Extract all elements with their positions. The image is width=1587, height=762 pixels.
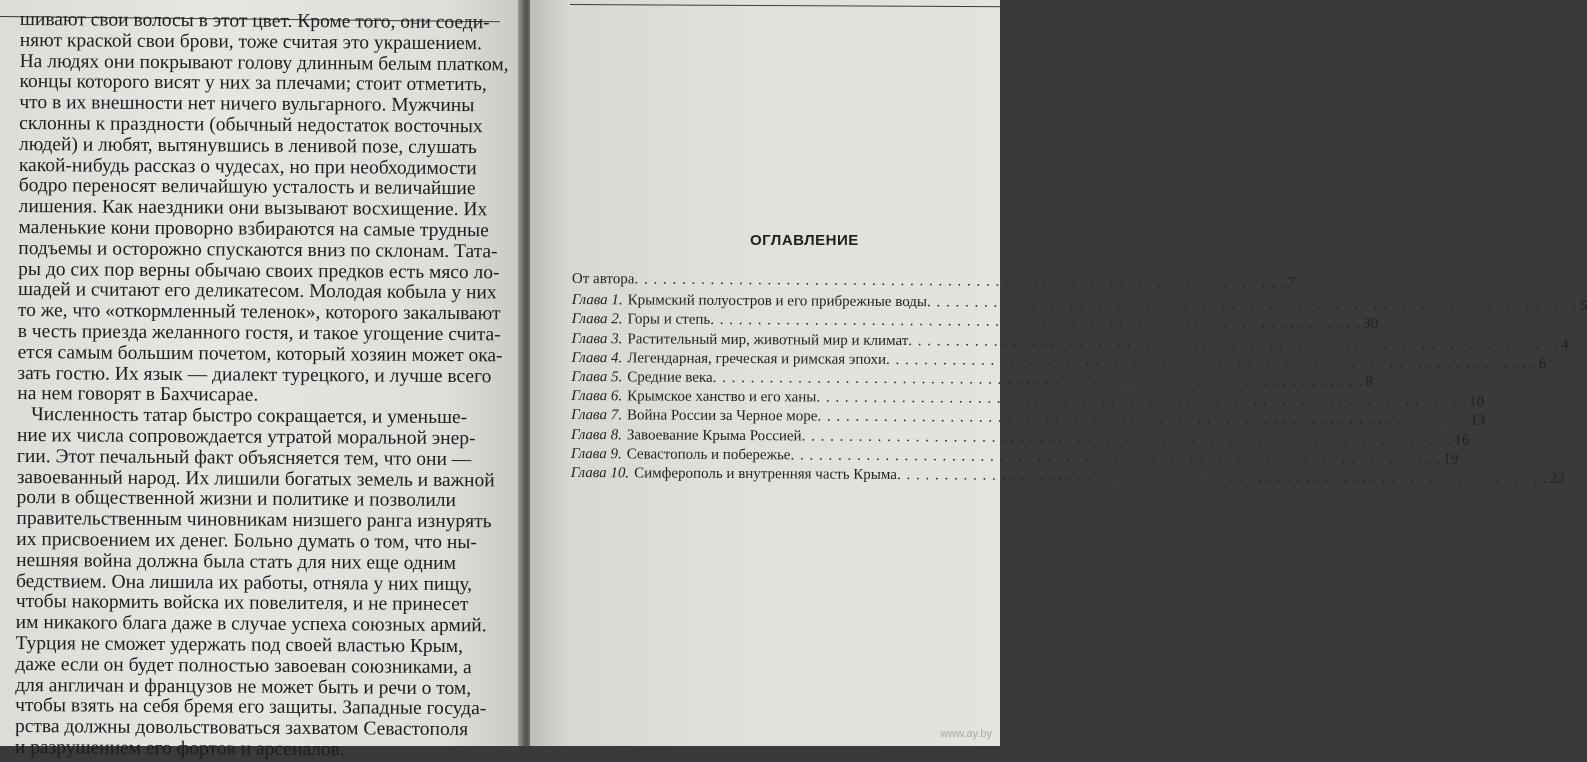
table-of-contents	[570, 270, 1587, 488]
text-line: лишения. Как наездники они вызывают восхищение. Их	[18, 196, 488, 221]
toc-entry-title: Горы и степь	[627, 311, 711, 329]
toc-page-number: 16	[1454, 432, 1470, 449]
toc-page-number: 10	[1469, 393, 1485, 410]
toc-page-number: 5	[1579, 298, 1587, 315]
toc-page-number: 19	[1443, 451, 1459, 468]
toc-entry	[570, 464, 1565, 488]
toc-entry	[571, 291, 1587, 315]
toc-entry-title: От автора	[571, 270, 635, 288]
toc-entry-title: Севастополь и побережье	[626, 446, 791, 464]
toc-chapter-label: Глава 7.	[571, 407, 623, 424]
toc-page-number: 7	[1287, 275, 1295, 292]
text-line: склонны к праздности (обычный недостаток восточных	[19, 112, 483, 138]
toc-page-number: 30	[1362, 316, 1379, 333]
toc-chapter-label: Глава 2.	[571, 311, 623, 328]
toc-page-number: 4	[1560, 336, 1569, 353]
text-line: подъемы и осторожно спускаются вниз по склонам. Тата-	[18, 237, 498, 263]
toc-entry	[570, 445, 1459, 468]
toc-leader-dots	[634, 270, 1285, 293]
text-line: завоеванный народ. Их лишили богатых земель и важной	[16, 466, 495, 491]
text-line: роли в общественной жизни и политике и позволили	[16, 487, 457, 512]
text-line: шивают свои волосы в этот цвет. Кроме того, они соеди-	[19, 9, 490, 34]
text-line: бодро переносят величайшую усталость и величайшие	[18, 175, 476, 200]
toc-entry-title: Война России за Черное море	[626, 407, 818, 425]
right-page	[530, 0, 1587, 746]
text-line: ры до сих пор верны обычаю своих предков есть мясо ло-	[18, 258, 500, 283]
text-line: даже если он будет полностью завоеван союзниками, а	[15, 653, 472, 678]
toc-chapter-label: Глава 8.	[570, 426, 622, 443]
text-line: рства должны довольствоваться захватом Севастополя	[14, 716, 469, 741]
toc-chapter-label: Глава 10.	[570, 465, 630, 482]
text-line: людей) и любят, вытянувшись в ленивой позе, слушать	[18, 133, 477, 158]
text-line: маленькие кони проворно взбираются на самые трудные	[18, 216, 489, 242]
text-line: их присвоением их денег. Больно думать о том, что ны-	[16, 528, 477, 554]
toc-entry-title: Крымское ханство и его ханы	[627, 388, 817, 406]
text-line: На людях они покрывают голову длинным белым платком,	[19, 50, 509, 76]
text-line: ется самым большим почетом, который хозяин может ока-	[17, 341, 503, 367]
text-line: гии. Этот печальный факт объясняется тем, что они —	[16, 445, 472, 470]
toc-entry-title: Крымский полуостров и его прибрежные воды	[627, 292, 928, 311]
text-line: концы которого висят у них за плечами; стоит отметить,	[19, 71, 487, 96]
text-line: то же, что «откормленный теленок», которого закалывают	[17, 300, 501, 325]
toc-entry	[571, 330, 1569, 353]
text-line: какой-нибудь рассказ о чудесах, но при необходимости	[18, 154, 477, 179]
body-text	[15, 10, 518, 762]
text-line: и разрушением его фортов и арсеналов.	[14, 736, 345, 761]
toc-entry	[571, 406, 1486, 430]
toc-entry	[571, 270, 1295, 292]
toc-entry-title: Средние века	[627, 369, 713, 386]
text-line: для англичан и французов не может быть и речи о том,	[15, 674, 472, 699]
toc-page-number: 6	[1538, 355, 1547, 372]
text-line: им никакого блага даже в случае успеха союзных армий.	[15, 612, 487, 637]
toc-page-number: 13	[1470, 412, 1486, 430]
left-page	[0, 0, 522, 761]
text-line: Численность татар быстро сокращается, и уменьше-	[31, 404, 468, 429]
toc-title: ОГЛАВЛЕНИЕ	[750, 232, 859, 249]
toc-entry-title: Завоевание Крыма Россией	[626, 426, 802, 445]
toc-chapter-label: Глава 5.	[571, 369, 623, 386]
header-rule-right	[570, 4, 1010, 7]
toc-chapter-label: Глава 9.	[570, 445, 622, 463]
text-line: Турция не сможет удержать под своей властью Крым,	[15, 632, 464, 658]
text-line: в честь приезда желанного гостя, и такое угощение счита-	[17, 320, 501, 346]
toc-entry	[571, 387, 1485, 410]
text-line: чтобы накормить войска их повелителя, и не принесет	[15, 591, 469, 616]
text-line: шадей и считают его деликатесом. Молодая кобыла у них	[17, 279, 497, 304]
text-line: чтобы взять на себя бремя его защиты. Западные госуда-	[15, 695, 487, 720]
toc-entry	[571, 368, 1373, 390]
toc-entry	[571, 310, 1379, 333]
text-line: что в их внешности нет ничего вульгарного. Мужчины	[19, 92, 475, 117]
text-line: нешняя война должна была стать для них еще одним	[16, 549, 457, 574]
text-line: ние их числа сопровождается утратой моральной энер-	[16, 424, 476, 450]
toc-entry-title: Симферополь и внутренняя часть Крыма	[634, 465, 898, 484]
toc-entry-title: Легендарная, греческая и римская эпохи	[627, 350, 887, 368]
toc-chapter-label: Глава 4.	[571, 349, 623, 367]
toc-entry	[571, 349, 1547, 372]
toc-chapter-label: Глава 6.	[571, 388, 623, 405]
toc-leader-dots	[897, 466, 1548, 489]
toc-entry	[570, 426, 1470, 449]
toc-page-number: 8	[1365, 373, 1373, 390]
text-line: на нем говорят в Бахчисарае.	[17, 383, 259, 407]
text-line: няют краской свои брови, тоже считая это украшением.	[19, 29, 482, 55]
toc-chapter-label: Глава 1.	[571, 292, 623, 309]
toc-page-number: 23	[1549, 471, 1565, 488]
toc-entry-title: Растительный мир, животный мир и климат	[627, 330, 909, 349]
text-line: зать гостю. Их язык — диалект турецкого, и лучше всего	[17, 362, 492, 387]
toc-chapter-label: Глава 3.	[571, 330, 623, 347]
text-line: правительственным чиновникам низшего ранга изнурять	[16, 508, 492, 533]
watermark: www.ay.by	[940, 728, 992, 740]
text-line: бедствием. Она лишила их работы, отняла у них пищу,	[15, 570, 473, 595]
